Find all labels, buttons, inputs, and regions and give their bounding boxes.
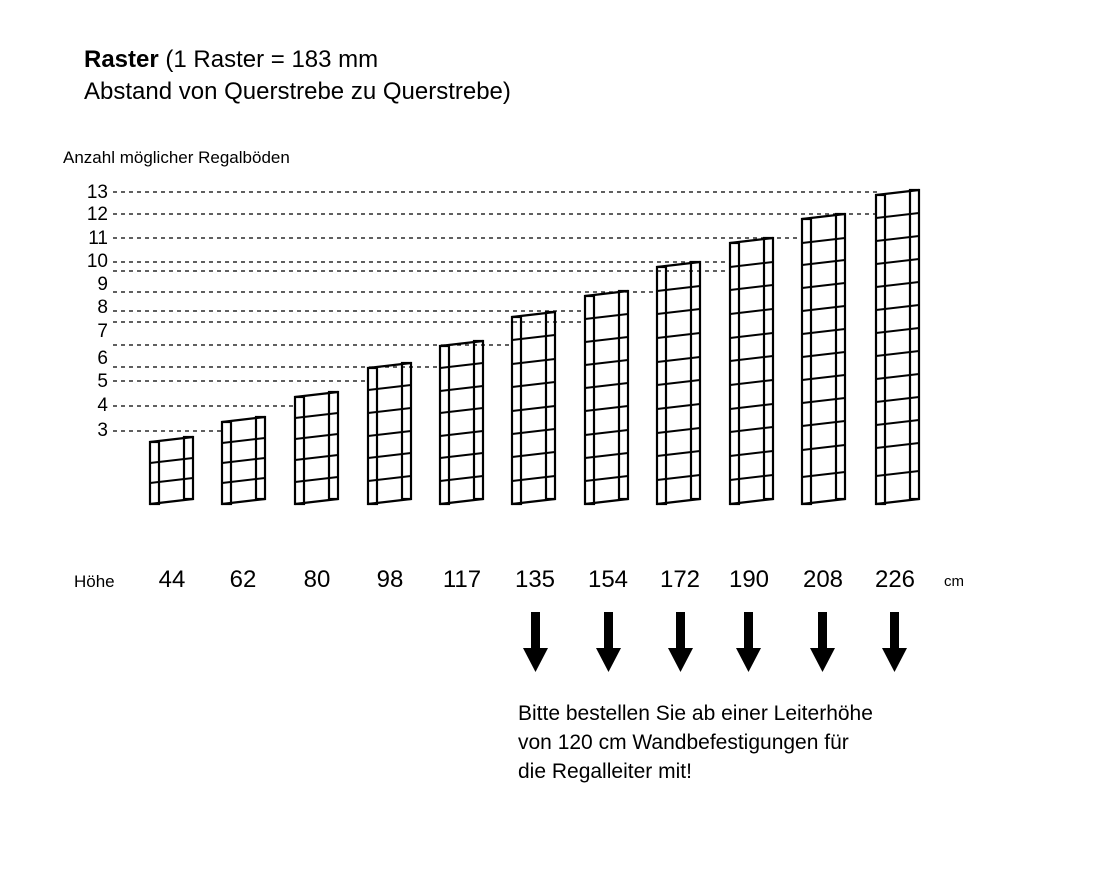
height-value-135: 135	[514, 566, 556, 593]
scale-tick-4: 4	[97, 395, 108, 416]
scale-tick-8: 8	[97, 297, 108, 318]
scale-tick-12: 12	[86, 204, 108, 225]
ladder-44	[150, 437, 193, 504]
ladder-62	[222, 417, 265, 504]
height-value-98: 98	[376, 566, 404, 593]
order-note-line-3: die Regalleiter mit!	[518, 760, 692, 783]
y-axis-caption: Anzahl möglicher Regalböden	[63, 148, 290, 167]
scale-tick-13: 13	[86, 182, 108, 203]
height-value-226: 226	[874, 566, 916, 593]
ladder-190	[730, 238, 773, 504]
order-note-line-2: von 120 cm Wandbefestigungen für	[518, 731, 849, 754]
arrow-154	[596, 612, 621, 672]
unit-label: cm	[944, 573, 964, 590]
height-value-154: 154	[587, 566, 629, 593]
arrow-group	[523, 612, 907, 672]
order-note	[518, 699, 873, 786]
scale-tick-3: 3	[97, 420, 108, 441]
ladder-208	[802, 214, 845, 504]
title-line-2: Abstand von Querstrebe zu Querstrebe)	[84, 78, 511, 105]
scale-tick-9: 9	[97, 274, 108, 295]
arrow-190	[736, 612, 761, 672]
height-value-117: 117	[442, 566, 482, 593]
scale-tick-10: 10	[86, 251, 108, 272]
arrow-226	[882, 612, 907, 672]
title-rest: (1 Raster = 183 mm	[165, 46, 379, 73]
ladder-80	[295, 392, 338, 504]
ladder-135	[512, 312, 555, 504]
arrow-208	[810, 612, 835, 672]
order-note-line-1: Bitte bestellen Sie ab einer Leiterhöhe	[518, 702, 873, 725]
height-value-172: 172	[659, 566, 701, 593]
arrow-172	[668, 612, 693, 672]
scale-tick-6: 6	[97, 348, 108, 369]
ladder-226	[876, 190, 919, 504]
title-bold-word: Raster	[84, 46, 159, 73]
scale-tick-11: 11	[88, 228, 108, 249]
ladder-group	[150, 190, 919, 504]
height-value-44: 44	[158, 566, 186, 593]
height-row-label: Höhe	[74, 572, 115, 591]
scale-tick-7: 7	[97, 321, 108, 342]
ladder-154	[585, 291, 628, 504]
scale-tick-5: 5	[97, 371, 108, 392]
ladder-172	[657, 262, 700, 504]
height-value-208: 208	[802, 566, 844, 593]
height-value-62: 62	[229, 566, 257, 593]
arrow-135	[523, 612, 548, 672]
height-value-190: 190	[728, 566, 770, 593]
ladder-117	[440, 341, 483, 504]
ladder-98	[368, 363, 411, 504]
height-value-80: 80	[303, 566, 331, 593]
